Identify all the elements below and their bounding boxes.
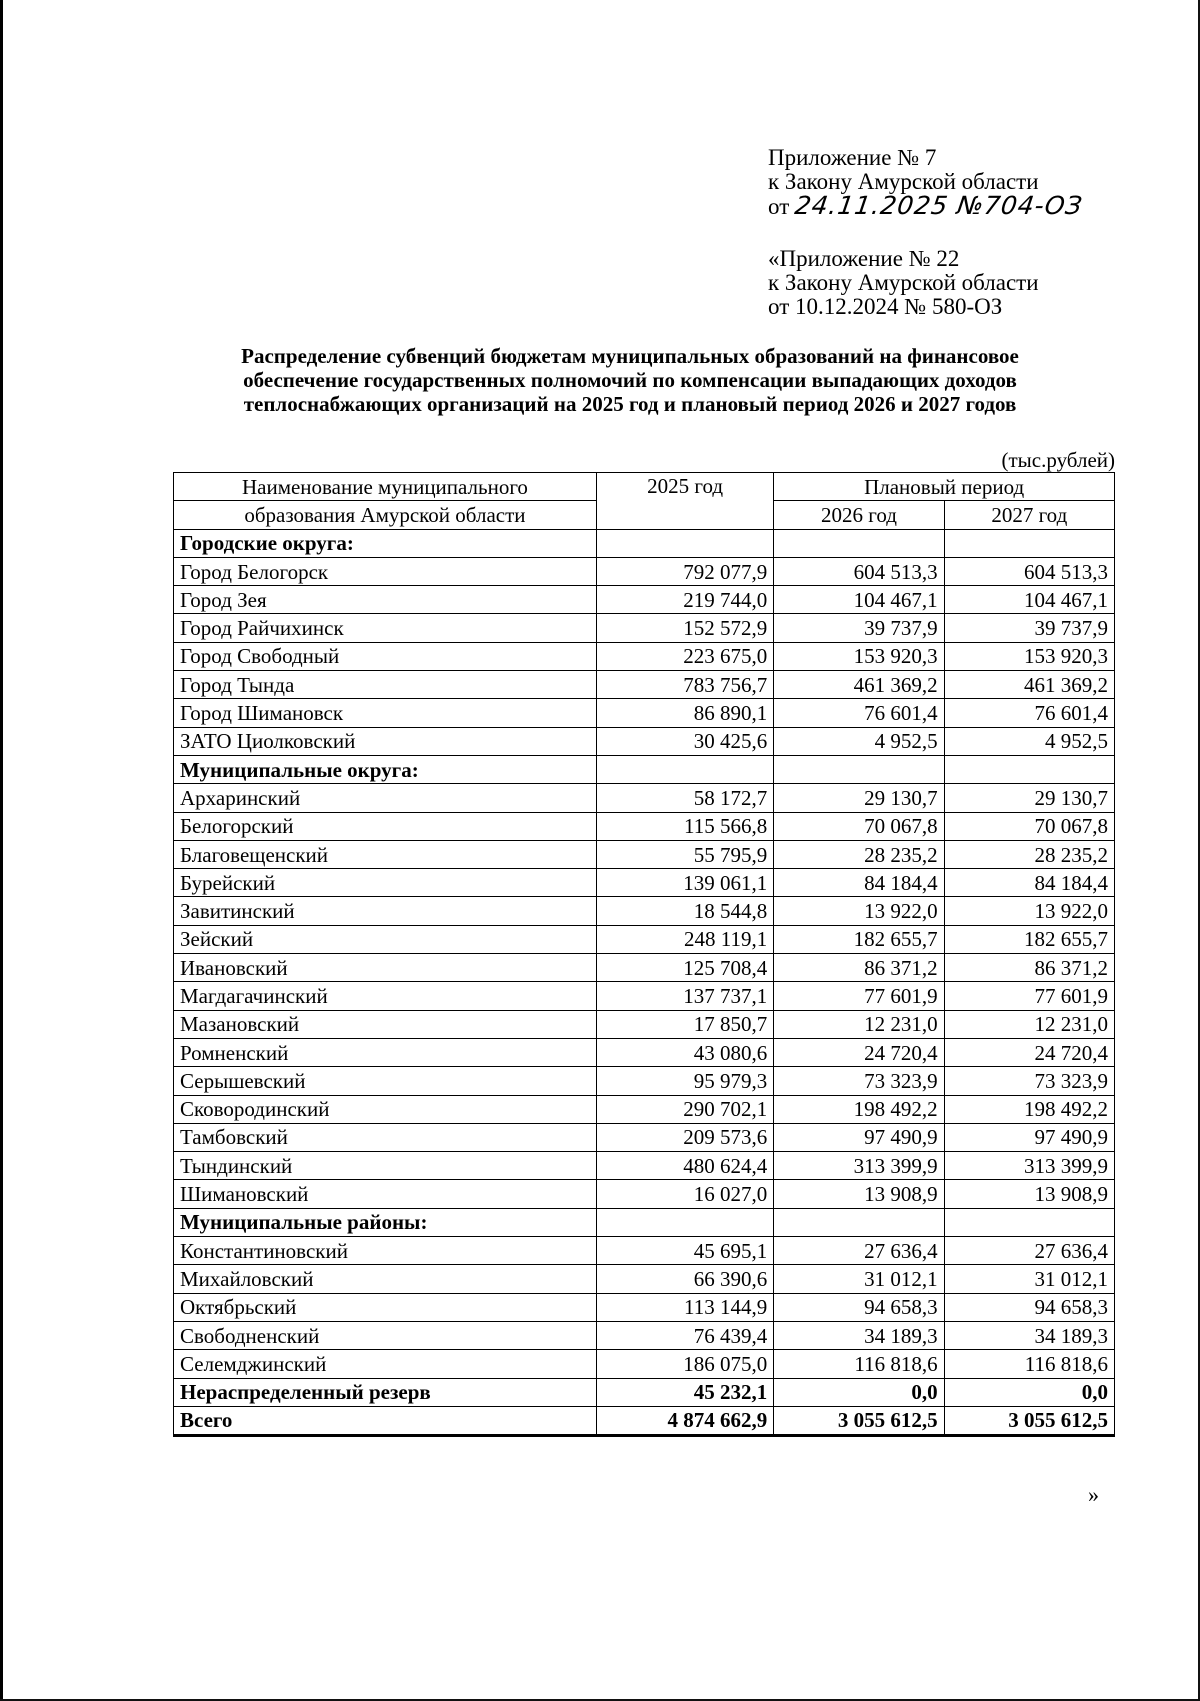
value-2025-cell: 58 172,7 xyxy=(596,784,773,812)
value-2025-cell: 209 573,6 xyxy=(596,1123,773,1151)
row-name-cell: Город Свободный xyxy=(174,642,597,670)
appendix-original-line1: «Приложение № 22 xyxy=(768,246,960,271)
row-name-cell: Бурейский xyxy=(174,869,597,897)
value-2027-cell: 604 513,3 xyxy=(944,557,1114,585)
appendix-current-prefix: от xyxy=(768,194,790,219)
table-row xyxy=(174,897,1115,925)
table-group-row xyxy=(174,1208,1115,1236)
row-name-cell: Муниципальные районы: xyxy=(174,1208,597,1236)
value-2027-cell: 182 655,7 xyxy=(944,925,1114,953)
value-2026-cell: 97 490,9 xyxy=(774,1123,944,1151)
table-row xyxy=(174,1010,1115,1038)
table-group-row xyxy=(174,529,1115,557)
value-2027-cell: 313 399,9 xyxy=(944,1152,1114,1180)
appendix-original-block xyxy=(768,247,1188,319)
value-2027-cell: 0,0 xyxy=(944,1378,1114,1406)
row-name-cell: Белогорский xyxy=(174,812,597,840)
header-2026: 2026 год xyxy=(774,501,944,529)
title-line1: Распределение субвенций бюджетам муниципальных образований на финансовое xyxy=(241,344,1019,368)
value-2025-cell: 18 544,8 xyxy=(596,897,773,925)
row-name-cell: Зейский xyxy=(174,925,597,953)
table-row xyxy=(174,982,1115,1010)
value-2027-cell: 3 055 612,5 xyxy=(944,1406,1114,1435)
row-name-cell: Шимановский xyxy=(174,1180,597,1208)
value-2025-cell: 139 061,1 xyxy=(596,869,773,897)
table-row xyxy=(174,614,1115,642)
row-name-cell: Завитинский xyxy=(174,897,597,925)
header-2025: 2025 год xyxy=(596,473,773,530)
table-row xyxy=(174,1378,1115,1406)
table-row xyxy=(174,954,1115,982)
table-row xyxy=(174,840,1115,868)
row-name-cell: Константиновский xyxy=(174,1237,597,1265)
row-name-cell: Муниципальные округа: xyxy=(174,755,597,783)
table-row xyxy=(174,699,1115,727)
distribution-table xyxy=(173,472,1115,1437)
value-2027-cell: 86 371,2 xyxy=(944,954,1114,982)
value-2025-cell: 480 624,4 xyxy=(596,1152,773,1180)
table-row xyxy=(174,812,1115,840)
table-row xyxy=(174,1038,1115,1066)
row-name-cell: ЗАТО Циолковский xyxy=(174,727,597,755)
row-name-cell: Всего xyxy=(174,1406,597,1435)
value-2026-cell: 84 184,4 xyxy=(774,869,944,897)
value-2027-cell: 31 012,1 xyxy=(944,1265,1114,1293)
value-2025-cell: 17 850,7 xyxy=(596,1010,773,1038)
table-row xyxy=(174,1265,1115,1293)
value-2025-cell: 792 077,9 xyxy=(596,557,773,585)
value-2025-cell: 45 695,1 xyxy=(596,1237,773,1265)
value-2025-cell: 55 795,9 xyxy=(596,840,773,868)
value-2026-cell: 182 655,7 xyxy=(774,925,944,953)
value-2027-cell: 34 189,3 xyxy=(944,1321,1114,1349)
value-2026-cell: 86 371,2 xyxy=(774,954,944,982)
value-2026-cell: 13 922,0 xyxy=(774,897,944,925)
row-name-cell: Мазановский xyxy=(174,1010,597,1038)
value-2025-cell: 290 702,1 xyxy=(596,1095,773,1123)
row-name-cell: Нераспределенный резерв xyxy=(174,1378,597,1406)
value-2025-cell: 152 572,9 xyxy=(596,614,773,642)
header-2027: 2027 год xyxy=(944,501,1114,529)
value-2026-cell: 28 235,2 xyxy=(774,840,944,868)
row-name-cell: Серышевский xyxy=(174,1067,597,1095)
table-row xyxy=(174,1180,1115,1208)
appendix-original-line2: к Закону Амурской области xyxy=(768,270,1039,295)
table-row xyxy=(174,1350,1115,1378)
row-name-cell: Октябрьский xyxy=(174,1293,597,1321)
table-header-row xyxy=(174,473,1115,501)
value-2025-cell: 43 080,6 xyxy=(596,1038,773,1066)
value-2027-cell: 461 369,2 xyxy=(944,671,1114,699)
value-2027-cell: 4 952,5 xyxy=(944,727,1114,755)
value-2025-cell: 95 979,3 xyxy=(596,1067,773,1095)
header-name-line2: образования Амурской области xyxy=(174,501,597,529)
value-2027-cell: 28 235,2 xyxy=(944,840,1114,868)
table-row xyxy=(174,671,1115,699)
appendix-current-line3 xyxy=(768,191,1188,220)
value-2025-cell: 4 874 662,9 xyxy=(596,1406,773,1435)
value-2027-cell: 13 908,9 xyxy=(944,1180,1114,1208)
value-2026-cell: 0,0 xyxy=(774,1378,944,1406)
row-name-cell: Город Райчихинск xyxy=(174,614,597,642)
document-title xyxy=(150,344,1110,416)
header-plan-period: Плановый период xyxy=(774,473,1115,501)
appendix-current-line1: Приложение № 7 xyxy=(768,145,937,170)
table-total-row xyxy=(174,1406,1115,1435)
value-2026-cell: 12 231,0 xyxy=(774,1010,944,1038)
row-name-cell: Город Белогорск xyxy=(174,557,597,585)
table-body xyxy=(174,529,1115,1436)
table-row xyxy=(174,869,1115,897)
unit-label: (тыс.рублей) xyxy=(1001,448,1115,472)
value-2026-cell: 34 189,3 xyxy=(774,1321,944,1349)
row-name-cell: Город Шимановск xyxy=(174,699,597,727)
value-2027-cell: 94 658,3 xyxy=(944,1293,1114,1321)
value-2026-cell: 4 952,5 xyxy=(774,727,944,755)
appendix-current-line2: к Закону Амурской области xyxy=(768,169,1039,194)
value-2027-cell xyxy=(944,529,1114,557)
value-2025-cell: 113 144,9 xyxy=(596,1293,773,1321)
value-2027-cell xyxy=(944,755,1114,783)
value-2027-cell xyxy=(944,1208,1114,1236)
row-name-cell: Городские округа: xyxy=(174,529,597,557)
value-2027-cell: 27 636,4 xyxy=(944,1237,1114,1265)
value-2027-cell: 198 492,2 xyxy=(944,1095,1114,1123)
handwritten-date-number: 24.11.2025 №704-ОЗ xyxy=(793,191,1085,220)
value-2025-cell: 219 744,0 xyxy=(596,586,773,614)
value-2026-cell: 461 369,2 xyxy=(774,671,944,699)
row-name-cell: Сковородинский xyxy=(174,1095,597,1123)
row-name-cell: Магдагачинский xyxy=(174,982,597,1010)
value-2026-cell: 39 737,9 xyxy=(774,614,944,642)
row-name-cell: Город Тында xyxy=(174,671,597,699)
table-row xyxy=(174,557,1115,585)
table-row xyxy=(174,1321,1115,1349)
value-2026-cell: 313 399,9 xyxy=(774,1152,944,1180)
table-row xyxy=(174,727,1115,755)
table-row xyxy=(174,1095,1115,1123)
value-2026-cell: 29 130,7 xyxy=(774,784,944,812)
header-name: Наименование муниципального xyxy=(174,473,597,501)
title-line3: теплоснабжающих организаций на 2025 год и плановый период 2026 и 2027 годов xyxy=(243,392,1017,416)
value-2027-cell: 84 184,4 xyxy=(944,869,1114,897)
appendix-current-block xyxy=(768,146,1188,219)
table-row xyxy=(174,1123,1115,1151)
table-row xyxy=(174,784,1115,812)
value-2025-cell xyxy=(596,529,773,557)
value-2025-cell: 45 232,1 xyxy=(596,1378,773,1406)
value-2027-cell: 70 067,8 xyxy=(944,812,1114,840)
value-2026-cell: 24 720,4 xyxy=(774,1038,944,1066)
value-2025-cell: 186 075,0 xyxy=(596,1350,773,1378)
table-row xyxy=(174,1067,1115,1095)
value-2026-cell: 94 658,3 xyxy=(774,1293,944,1321)
title-line2: обеспечение государственных полномочий по компенсации выпадающих доходов xyxy=(243,368,1017,392)
closing-quote: » xyxy=(1088,1482,1099,1507)
value-2025-cell: 86 890,1 xyxy=(596,699,773,727)
value-2025-cell: 783 756,7 xyxy=(596,671,773,699)
row-name-cell: Тындинский xyxy=(174,1152,597,1180)
value-2026-cell: 3 055 612,5 xyxy=(774,1406,944,1435)
value-2027-cell: 76 601,4 xyxy=(944,699,1114,727)
row-name-cell: Ивановский xyxy=(174,954,597,982)
value-2025-cell: 66 390,6 xyxy=(596,1265,773,1293)
value-2026-cell: 27 636,4 xyxy=(774,1237,944,1265)
value-2025-cell: 30 425,6 xyxy=(596,727,773,755)
value-2026-cell: 31 012,1 xyxy=(774,1265,944,1293)
value-2027-cell: 13 922,0 xyxy=(944,897,1114,925)
value-2027-cell: 12 231,0 xyxy=(944,1010,1114,1038)
value-2025-cell: 115 566,8 xyxy=(596,812,773,840)
value-2025-cell: 248 119,1 xyxy=(596,925,773,953)
value-2025-cell xyxy=(596,1208,773,1236)
appendix-original-line3: от 10.12.2024 № 580-ОЗ xyxy=(768,294,1003,319)
scan-border-left xyxy=(0,0,3,1701)
value-2027-cell: 116 818,6 xyxy=(944,1350,1114,1378)
value-2025-cell: 125 708,4 xyxy=(596,954,773,982)
table-row xyxy=(174,1293,1115,1321)
value-2026-cell: 77 601,9 xyxy=(774,982,944,1010)
value-2026-cell: 104 467,1 xyxy=(774,586,944,614)
value-2027-cell: 73 323,9 xyxy=(944,1067,1114,1095)
value-2026-cell xyxy=(774,755,944,783)
row-name-cell: Город Зея xyxy=(174,586,597,614)
row-name-cell: Благовещенский xyxy=(174,840,597,868)
value-2025-cell xyxy=(596,755,773,783)
table-row xyxy=(174,586,1115,614)
row-name-cell: Архаринский xyxy=(174,784,597,812)
value-2025-cell: 16 027,0 xyxy=(596,1180,773,1208)
value-2027-cell: 153 920,3 xyxy=(944,642,1114,670)
value-2026-cell: 604 513,3 xyxy=(774,557,944,585)
value-2027-cell: 77 601,9 xyxy=(944,982,1114,1010)
value-2026-cell: 76 601,4 xyxy=(774,699,944,727)
value-2026-cell: 70 067,8 xyxy=(774,812,944,840)
value-2026-cell: 13 908,9 xyxy=(774,1180,944,1208)
value-2027-cell: 24 720,4 xyxy=(944,1038,1114,1066)
value-2027-cell: 29 130,7 xyxy=(944,784,1114,812)
table-row xyxy=(174,1237,1115,1265)
table-row xyxy=(174,925,1115,953)
row-name-cell: Ромненский xyxy=(174,1038,597,1066)
value-2027-cell: 97 490,9 xyxy=(944,1123,1114,1151)
value-2026-cell xyxy=(774,529,944,557)
row-name-cell: Михайловский xyxy=(174,1265,597,1293)
value-2026-cell: 198 492,2 xyxy=(774,1095,944,1123)
value-2027-cell: 39 737,9 xyxy=(944,614,1114,642)
value-2027-cell: 104 467,1 xyxy=(944,586,1114,614)
table-group-row xyxy=(174,755,1115,783)
value-2025-cell: 76 439,4 xyxy=(596,1321,773,1349)
table-row xyxy=(174,1152,1115,1180)
value-2026-cell: 116 818,6 xyxy=(774,1350,944,1378)
row-name-cell: Свободненский xyxy=(174,1321,597,1349)
value-2025-cell: 137 737,1 xyxy=(596,982,773,1010)
value-2026-cell xyxy=(774,1208,944,1236)
value-2026-cell: 73 323,9 xyxy=(774,1067,944,1095)
table-row xyxy=(174,642,1115,670)
row-name-cell: Селемджинский xyxy=(174,1350,597,1378)
row-name-cell: Тамбовский xyxy=(174,1123,597,1151)
value-2026-cell: 153 920,3 xyxy=(774,642,944,670)
value-2025-cell: 223 675,0 xyxy=(596,642,773,670)
